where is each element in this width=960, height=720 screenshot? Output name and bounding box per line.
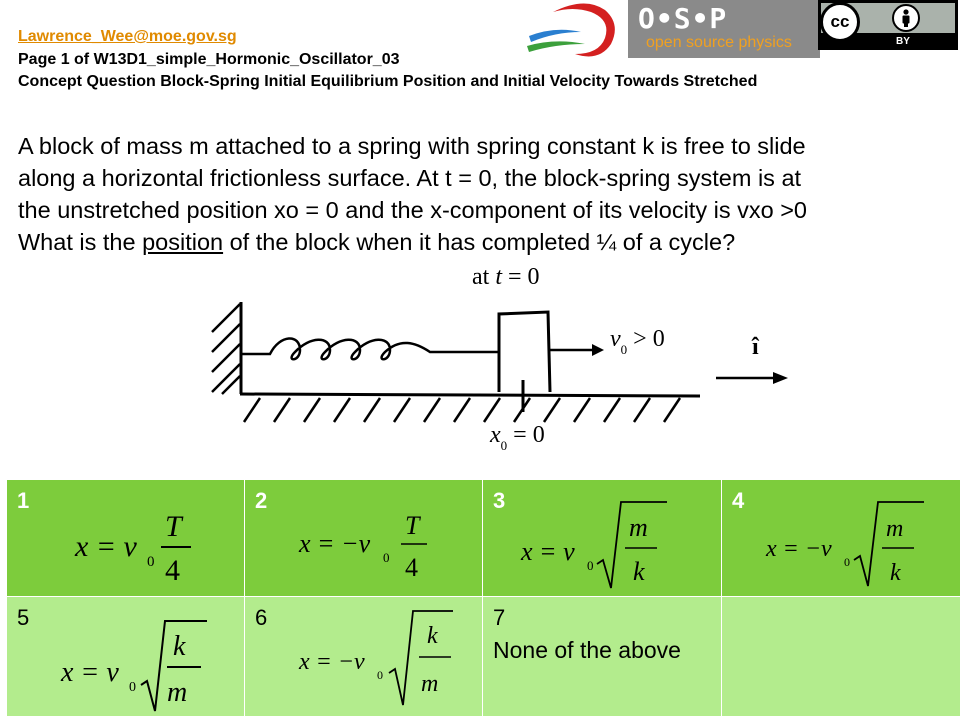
answer-option-6[interactable]	[245, 597, 482, 716]
svg-text:x = v: x = v	[521, 537, 575, 566]
question-line-4-post: of the block when it has completed ¼ of a cycle?	[223, 229, 736, 255]
velocity-label: $v_0 > 0$	[610, 326, 665, 357]
by-label: BY	[896, 36, 910, 47]
svg-text:x = v: x = v	[61, 657, 119, 688]
svg-text:k: k	[173, 631, 186, 662]
spring	[242, 338, 498, 359]
unit-vector-label: î	[752, 334, 759, 360]
svg-text:x = −v: x = −v	[299, 529, 371, 558]
svg-text:m: m	[886, 516, 904, 542]
svg-text:T: T	[165, 510, 182, 543]
question-line-3: the unstretched position xo = 0 and the x-component of its velocity is vxo >0	[18, 197, 808, 223]
osp-text: open source physics	[646, 34, 792, 51]
wall-hatch	[212, 304, 240, 394]
svg-text:0: 0	[129, 680, 136, 695]
author-email[interactable]: Lawrence_Wee@moe.gov.sg	[18, 28, 237, 45]
svg-text:0: 0	[377, 668, 383, 682]
svg-text:4: 4	[165, 554, 180, 587]
option-number: 1	[17, 488, 30, 513]
block-spring-diagram	[200, 262, 800, 462]
answer-grid	[7, 480, 960, 716]
option-number: 7	[493, 605, 506, 630]
svg-text:0: 0	[383, 550, 390, 565]
page-info: Page 1 of W13D1_simple_Hormonic_Oscillator_03	[18, 51, 400, 68]
formula-4	[762, 494, 952, 594]
svg-text:k: k	[427, 623, 438, 649]
svg-text:m: m	[629, 513, 648, 542]
swoosh-logo-icon	[525, 2, 625, 62]
answer-option-7[interactable]	[483, 597, 721, 716]
formula-3	[517, 494, 697, 594]
concept-title: Concept Question Block-Spring Initial Equilibrium Position and Initial Velocity Towards Stretched	[18, 73, 758, 90]
svg-text:T: T	[405, 511, 420, 540]
none-of-the-above-text: None of the above	[493, 637, 681, 663]
formula-6	[295, 603, 475, 713]
answer-option-4[interactable]	[722, 480, 960, 596]
question-line-4-pre: What is the	[18, 229, 143, 255]
svg-text:x = v: x = v	[75, 530, 137, 563]
unit-vector-arrow-head	[773, 372, 788, 384]
formula-1	[67, 500, 217, 590]
osp-logo	[628, 0, 820, 58]
svg-text:m: m	[421, 671, 439, 697]
option-number: 5	[17, 605, 30, 630]
velocity-arrow-head	[592, 344, 604, 356]
cc-by-logo	[818, 0, 958, 50]
answer-option-5[interactable]	[7, 597, 244, 716]
time-label: at t = 0	[472, 264, 540, 290]
svg-text:k: k	[890, 560, 901, 586]
svg-text:x = −v: x = −v	[299, 649, 365, 675]
svg-text:k: k	[633, 557, 645, 586]
person-icon	[894, 6, 918, 30]
question-emphasis: position	[142, 229, 224, 255]
answer-option-2[interactable]	[245, 480, 482, 596]
svg-text:0: 0	[147, 554, 155, 570]
question-text	[18, 130, 948, 258]
option-number: 3	[493, 488, 506, 513]
option-number: 2	[255, 488, 268, 513]
floor-hatch	[244, 398, 680, 422]
option-number: 6	[255, 605, 268, 630]
cc-icon: cc	[820, 2, 860, 42]
svg-text:4: 4	[405, 553, 418, 582]
formula-2	[295, 500, 465, 590]
sqrt-sign	[854, 502, 924, 586]
origin-label: $x_0 = 0$	[490, 422, 545, 453]
answer-option-1[interactable]	[7, 480, 244, 596]
answer-option-3[interactable]	[483, 480, 721, 596]
svg-text:0: 0	[844, 555, 850, 569]
question-line-4	[18, 226, 948, 258]
formula-5	[57, 611, 237, 715]
question-line-2: along a horizontal frictionless surface. At t = 0, the block-spring system is at	[18, 165, 802, 191]
osp-letters: O•S•P	[638, 2, 728, 35]
empty-cell	[722, 597, 960, 716]
svg-text:x = −v: x = −v	[766, 536, 832, 562]
svg-text:m: m	[167, 677, 188, 708]
question-line-1: A block of mass m attached to a spring with spring constant k is free to slide	[18, 133, 806, 159]
floor-line	[240, 394, 700, 396]
svg-text:0: 0	[587, 558, 594, 573]
attribution-icon	[892, 4, 920, 32]
option-number: 4	[732, 488, 745, 513]
